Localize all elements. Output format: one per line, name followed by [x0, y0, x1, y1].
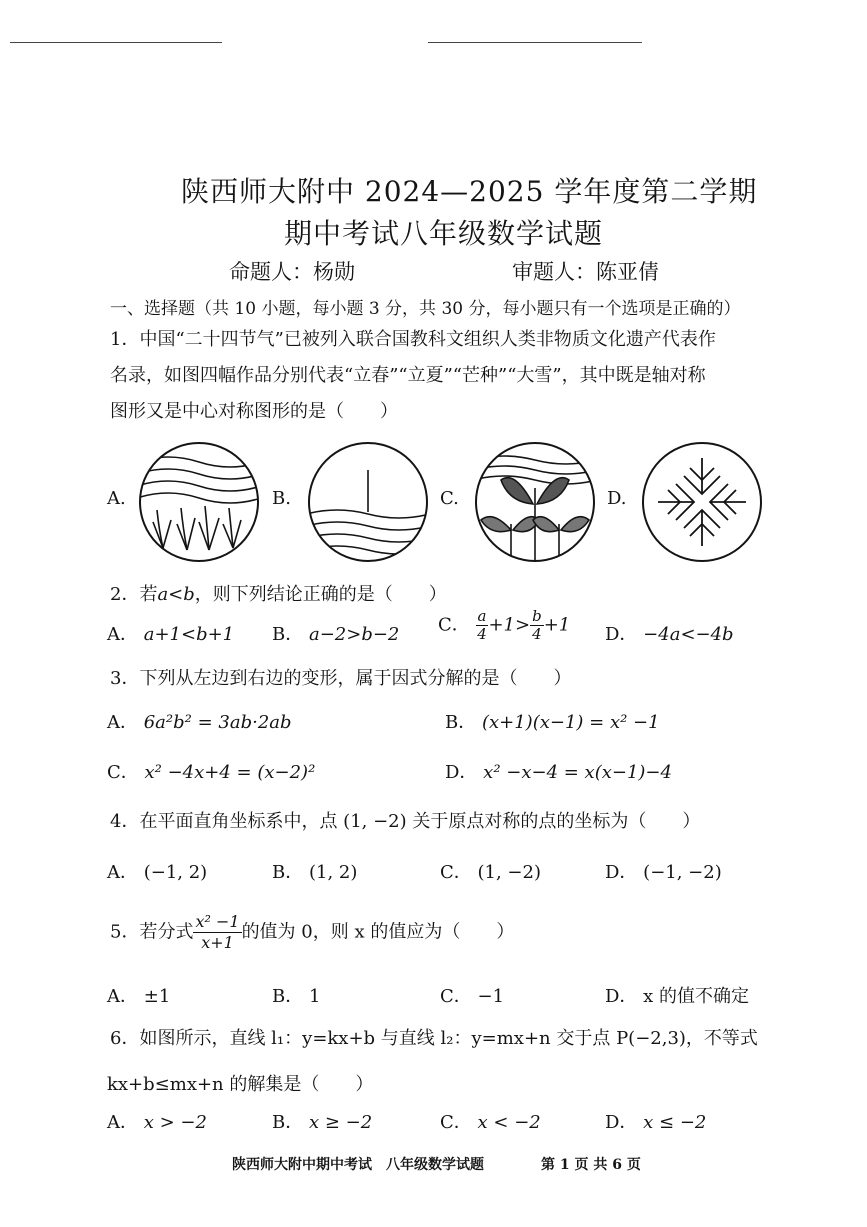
q5-option-b-text: 1 — [308, 986, 321, 1007]
q3-option-a — [107, 708, 292, 734]
q1-label-a: A. — [107, 488, 126, 509]
q2-option-c-label: C． — [438, 614, 470, 636]
q6-option-a-label: A． — [107, 1112, 138, 1133]
reviewer-label: 审题人：陈亚倩 — [512, 260, 659, 284]
q4-option-c-text: (1, −2) — [477, 862, 541, 883]
q3-option-c-label: C． — [107, 762, 139, 783]
q2-option-c-den1: 4 — [477, 625, 487, 643]
q2-option-c-num1: a — [477, 607, 487, 625]
q4-option-a-text: (−1, 2) — [143, 862, 208, 883]
q5-option-b — [272, 982, 320, 1008]
q1-line1: 1．中国“二十四节气”已被列入联合国教科文组织人类非物质文化遗产代表作 — [110, 329, 716, 350]
q6-option-c-text: x < −2 — [477, 1112, 541, 1133]
footer-exam-name: 陕西师大附中期中考试 八年级数学试题 — [232, 1157, 484, 1173]
q4-option-c-label: C． — [440, 862, 472, 883]
q1-label-c: C. — [440, 488, 459, 509]
q3-option-b-label: B． — [445, 712, 477, 733]
q2-option-a-label: A． — [107, 624, 138, 645]
q6-option-d — [605, 1108, 706, 1134]
section-heading: 一、选择题（共 10 小题，每小题 3 分，共 30 分，每小题只有一个选项是正确的） — [110, 299, 741, 319]
q4-option-d-text: (−1, −2) — [643, 862, 722, 883]
q5-option-a-label: A． — [107, 986, 138, 1007]
q6-line1: 6．如图所示，直线 l₁：y=kx+b 与直线 l₂：y=mx+n 交于点 P(−2,3)，不等式 — [110, 1028, 758, 1049]
q6-line2: kx+b≤mx+n 的解集是（ ） — [107, 1074, 374, 1095]
q6-option-b-label: B． — [272, 1112, 304, 1133]
q6-option-b — [272, 1108, 372, 1134]
q2-option-b-text: a−2>b−2 — [308, 624, 400, 645]
q5-option-d-text: x 的值不确定 — [643, 986, 750, 1007]
q4-option-d — [605, 858, 722, 884]
q6-option-b-text: x ≥ −2 — [308, 1112, 373, 1133]
q4-option-a — [107, 858, 207, 884]
q2-option-c-mid: +1> — [488, 614, 531, 636]
q3-option-c-text: x² −4x+4 = (x−2)² — [144, 762, 316, 783]
q3-option-b — [445, 708, 660, 734]
top-rule-right — [428, 42, 642, 43]
q3-option-a-label: A． — [107, 712, 138, 733]
q2-stem-prefix: 2．若 — [110, 584, 158, 605]
q2-option-c-num2: b — [532, 607, 542, 625]
q5-stem — [110, 912, 514, 953]
figure-b-lixia-icon — [306, 440, 430, 564]
q5-option-d — [605, 982, 749, 1008]
exam-title-line1: 陕西师大附中 2024—2025 学年度第二学期 — [181, 175, 758, 208]
q5-fraction-den: x+1 — [201, 933, 234, 952]
q3-option-d-label: D． — [445, 762, 478, 783]
q4-option-b-label: B． — [272, 862, 304, 883]
q3-option-b-text: (x+1)(x−1) = x² −1 — [481, 712, 660, 733]
q3-option-c — [107, 758, 315, 784]
q5-fraction — [193, 912, 241, 953]
q2-option-a-text: a+1<b+1 — [143, 624, 235, 645]
figure-d-daxue-icon — [640, 440, 764, 564]
q5-option-a — [107, 982, 170, 1008]
q3-option-d-text: x² −x−4 = x(x−1)−4 — [483, 762, 672, 783]
q1-line3: 图形又是中心对称图形的是（ ） — [110, 401, 398, 422]
figure-c-mangzhong-icon — [473, 440, 597, 564]
q5-stem-suffix: 的值为 0，则 x 的值应为（ ） — [241, 921, 515, 943]
q2-option-d-text: −4a<−4b — [643, 624, 734, 645]
q2-stem — [110, 580, 447, 606]
q2-option-c-den2: 4 — [532, 625, 542, 643]
q2-option-c-end: +1 — [543, 614, 571, 636]
q4-option-b — [272, 858, 357, 884]
q2-option-b-label: B． — [272, 624, 304, 645]
q5-stem-prefix: 5．若分式 — [110, 921, 194, 943]
q6-option-d-label: D． — [605, 1112, 638, 1133]
author-label: 命题人：杨勋 — [229, 260, 355, 284]
q1-line2: 名录，如图四幅作品分别代表“立春”“立夏”“芒种”“大雪”，其中既是轴对称 — [110, 365, 706, 386]
q6-option-d-text: x ≤ −2 — [643, 1112, 707, 1133]
q5-option-c-label: C． — [440, 986, 472, 1007]
q5-option-c-text: −1 — [477, 986, 505, 1007]
q2-stem-suffix: ，则下列结论正确的是（ ） — [194, 584, 447, 605]
q5-fraction-num: x² −1 — [195, 912, 240, 931]
q1-label-d: D. — [607, 488, 627, 509]
q2-option-a — [107, 620, 234, 646]
q6-option-a — [107, 1108, 207, 1134]
q3-stem: 3．下列从左边到右边的变形，属于因式分解的是（ ） — [110, 668, 572, 689]
q2-option-c-frac1 — [476, 608, 489, 643]
q6-option-c — [440, 1108, 541, 1134]
q2-stem-expr: a<b — [157, 584, 195, 605]
q4-option-c — [440, 858, 541, 884]
q4-option-b-text: (1, 2) — [308, 862, 358, 883]
q5-option-d-label: D． — [605, 986, 638, 1007]
q2-option-c — [438, 608, 570, 643]
q6-option-a-text: x > −2 — [143, 1112, 207, 1133]
figure-a-lichun-icon — [137, 440, 261, 564]
q5-option-c — [440, 982, 504, 1008]
q2-option-c-frac2 — [530, 608, 544, 643]
q2-option-d-label: D． — [605, 624, 638, 645]
q4-option-a-label: A． — [107, 862, 138, 883]
q5-option-a-text: ±1 — [143, 986, 171, 1007]
q4-option-d-label: D． — [605, 862, 638, 883]
q6-option-c-label: C． — [440, 1112, 472, 1133]
exam-title-line2: 期中考试八年级数学试题 — [284, 217, 604, 250]
q2-option-d — [605, 620, 734, 646]
q1-label-b: B. — [272, 488, 291, 509]
q3-option-a-text: 6a²b² = 3ab·2ab — [143, 712, 292, 733]
top-rule-left — [10, 42, 222, 43]
footer-page-number: 第 1 页 共 6 页 — [541, 1157, 641, 1173]
q5-option-b-label: B． — [272, 986, 304, 1007]
q4-stem: 4．在平面直角坐标系中，点 (1, −2) 关于原点对称的点的坐标为（ ） — [110, 811, 701, 832]
q2-option-b — [272, 620, 399, 646]
q3-option-d — [445, 758, 672, 784]
